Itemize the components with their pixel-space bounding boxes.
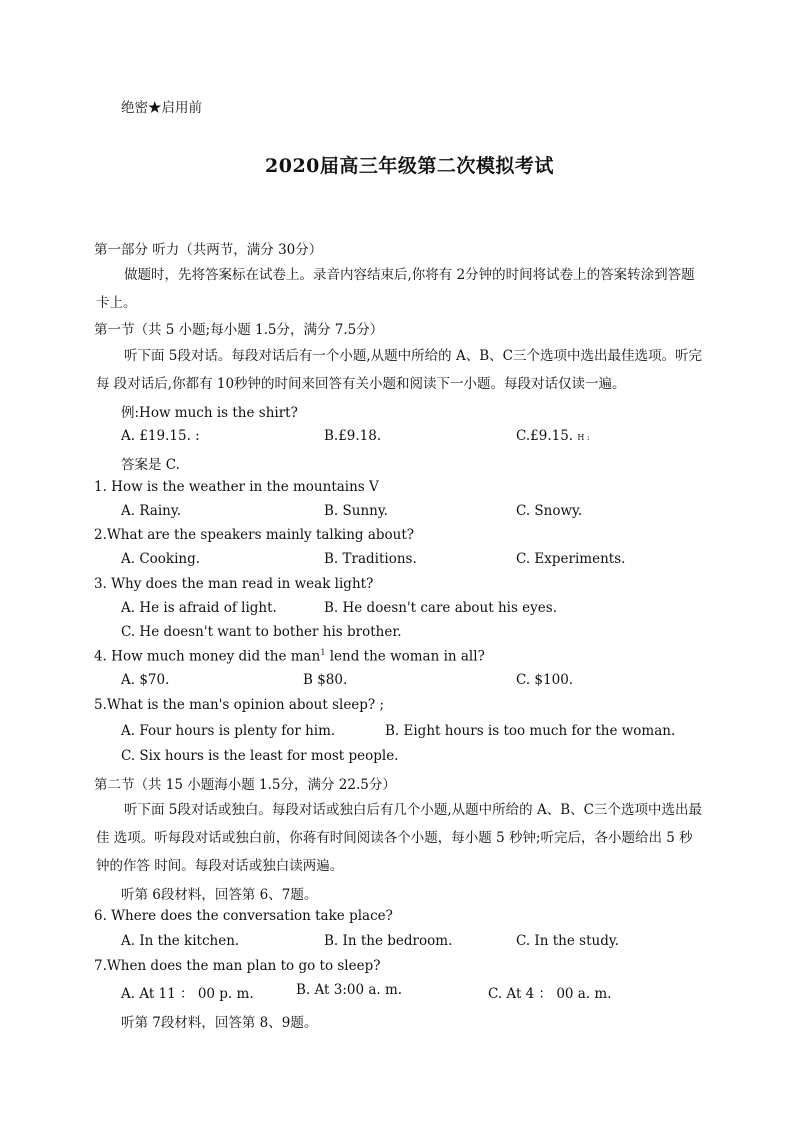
q6-option-a: A. In the kitchen.	[121, 933, 240, 949]
question-7: 7.When does the man plan to go to sleep?	[94, 958, 381, 974]
q5-option-a: A. Four hours is plenty for him.	[121, 723, 336, 739]
example-option-c	[516, 428, 590, 444]
q3-option-a: A. He is afraid of light.	[121, 600, 277, 616]
q5-option-b: B. Eight hours is too much for the woman.	[385, 723, 676, 739]
question-4	[94, 648, 485, 665]
section2-heading: 第二节（共 15 小题海小题 1.5分，满分 22.5分）	[94, 777, 396, 793]
q4-superscript: 1	[320, 648, 326, 657]
q2-option-c: C. Experiments.	[516, 551, 626, 567]
q1-option-c: C. Snowy.	[516, 503, 583, 519]
q7-option-c: C. At 4 ： 00 a. m.	[488, 986, 612, 1002]
q4-option-a: A. $70.	[121, 672, 170, 688]
q7-option-b: B. At 3:00 a. m.	[296, 982, 403, 998]
q3-option-b: B. He doesn't care about his eyes.	[324, 600, 557, 616]
q1-option-a: A. Rainy.	[121, 503, 181, 519]
q4-option-b: B $80.	[303, 672, 348, 688]
confidential-label: 绝密★启用前	[121, 100, 202, 116]
q3-option-c: C. He doesn't want to bother his brother.	[121, 624, 402, 640]
q2-option-a: A. Cooking.	[121, 551, 201, 567]
example-option-a: A. £19.15. :	[121, 428, 200, 444]
part1-heading: 第一部分 听力（共两节，满分 30分）	[94, 242, 323, 258]
part1-instructions: 做题时，先将答案标在试卷上。录音内容结束后,你将有 2分钟的时间将试卷上的答案转涂到答题卡上。	[96, 267, 695, 311]
question-2: 2.What are the speakers mainly talking about?	[94, 527, 415, 543]
example-option-c-mark: H :	[577, 433, 590, 442]
section1-instructions: 听下面 5段对话。每段对话后有一个小题,从题中所给的 A、B、C三个选项中选出最佳选项。听完每 段对话后,你都有 10秒钟的时间来回答有关小题和阅读下一小题。每段对话仅读一遍。	[96, 348, 702, 392]
question-3: 3. Why does the man read in weak light?	[94, 576, 374, 592]
material-7-note: 听第 7段材料，回答第 8、9题。	[121, 1015, 318, 1031]
q4-text-end: lend the woman in all?	[325, 648, 485, 665]
q4-text-start: 4. How much money did the man	[94, 648, 321, 665]
section1-heading: 第一节（共 5 小题;每小题 1.5分，满分 7.5分）	[94, 322, 384, 338]
q6-option-c: C. In the study.	[516, 933, 619, 949]
page-title: 2020届高三年级第二次模拟考试	[265, 155, 554, 177]
q4-option-c: C. $100.	[516, 672, 574, 688]
q6-option-b: B. In the bedroom.	[324, 933, 453, 949]
question-6: 6. Where does the conversation take place?	[94, 908, 393, 924]
q2-option-b: B. Traditions.	[324, 551, 417, 567]
question-5: 5.What is the man's opinion about sleep? ;	[94, 697, 385, 713]
question-1: 1. How is the weather in the mountains V	[94, 479, 379, 495]
example-question: 例:How much is the shirt?	[121, 405, 298, 421]
example-answer: 答案是 C.	[121, 457, 180, 473]
q1-option-b: B. Sunny.	[324, 503, 388, 519]
section2-instructions: 听下面 5段对话或独白。每段对话或独白后有几个小题,从题中所给的 A、B、C三个选项中选出最佳 选项。听每段对话或独白前，你蒋有时间阅读各个小题，每小题 5 秒钟;听完后，各小题给出 5 秒钟的作答 时间。每段对话或独白读两遍。	[96, 802, 702, 874]
example-option-b: B.£9.18.	[324, 428, 382, 444]
example-option-c-text: C.£9.15.	[516, 428, 574, 444]
material-6-note: 听第 6段材料，回答第 6、7题。	[121, 887, 318, 903]
q7-option-a: A. At 11 ： 00 p. m.	[121, 986, 254, 1002]
q5-option-c: C. Six hours is the least for most people.	[121, 748, 399, 764]
